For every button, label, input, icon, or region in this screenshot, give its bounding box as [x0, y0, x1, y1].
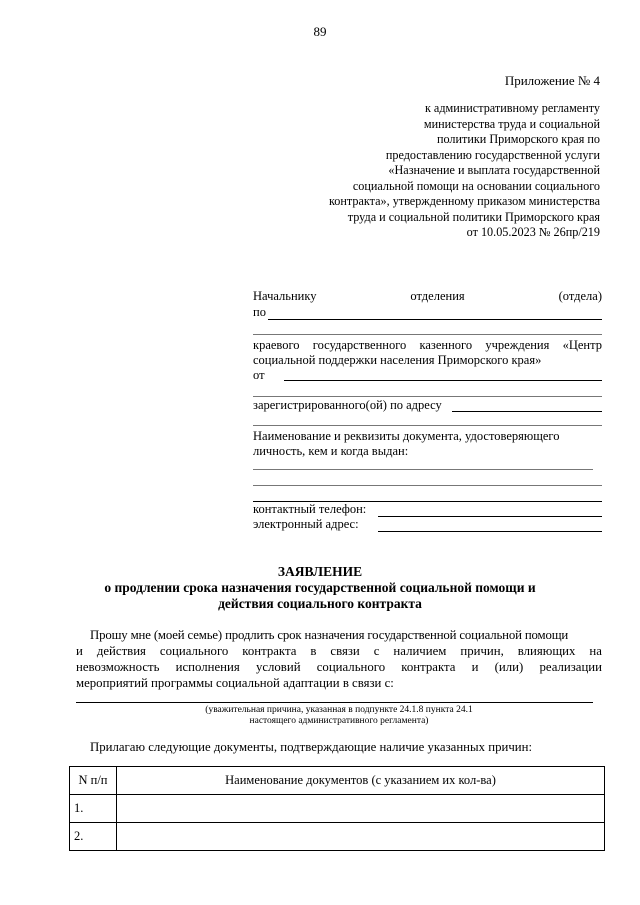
page-number: 89: [313, 24, 327, 39]
addressee-word: отделения: [410, 289, 465, 303]
regulation-line: предоставлению государственной услуги: [385, 147, 600, 162]
request-word: влияющих: [517, 644, 576, 658]
request-word: наличием: [393, 644, 447, 658]
column-header-number: N п/п: [70, 767, 117, 795]
request-word: в: [310, 644, 317, 658]
regulation-line: министерства труда и социальной: [423, 116, 600, 131]
request-word: связи: [330, 644, 360, 658]
request-word: социального: [159, 644, 229, 658]
regulation-line: социальной помощи на основании социального: [352, 178, 600, 193]
institution-word: государственного: [312, 338, 407, 352]
regulation-line: труда и социальной политики Приморского края: [347, 209, 600, 224]
request-word: исполнения: [175, 660, 240, 674]
regulation-reference: [300, 101, 600, 241]
application-subtitle-1: о продлении срока назначения государственной социальной помощи и: [104, 580, 536, 595]
table-row: [70, 823, 605, 851]
request-line-2: [76, 643, 602, 659]
request-word: реализации: [539, 660, 602, 674]
regulation-line: от 10.05.2023 № 26пр/219: [466, 225, 600, 239]
appendix-title: Приложение № 4: [504, 73, 600, 88]
request-word: причин,: [460, 644, 504, 658]
institution-word: «Центр: [562, 338, 602, 352]
department-field-line-2[interactable]: [253, 334, 602, 335]
email-field[interactable]: [378, 531, 602, 532]
address-field-2[interactable]: [253, 425, 602, 426]
institution-word: казенного: [419, 338, 473, 352]
applicant-name-field-2[interactable]: [253, 396, 602, 397]
registered-address-label: зарегистрированного(ой) по адресу: [253, 398, 442, 412]
regulation-line: «Назначение и выплата государственной: [388, 163, 600, 177]
request-word: контракта: [401, 660, 456, 674]
documents-table: [69, 766, 605, 851]
request-line-3: [76, 659, 602, 675]
addressee-head: [253, 289, 602, 304]
request-word: на: [589, 644, 602, 658]
reason-caption-2: настоящего административного регламента): [249, 716, 429, 726]
request-word: действия: [96, 644, 146, 658]
document-name-cell[interactable]: [117, 795, 605, 823]
application-subtitle-2: действия социального контракта: [218, 596, 422, 611]
request-word: контракта: [242, 644, 297, 658]
applicant-name-field[interactable]: [284, 380, 602, 381]
request-line-4: мероприятий программы социальной адаптации в связи с:: [76, 676, 394, 690]
regulation-line: политики Приморского края по: [436, 132, 600, 146]
column-header-document-name: Наименование документов (с указанием их кол-ва): [117, 767, 605, 795]
request-word: и: [76, 644, 83, 658]
department-field-line[interactable]: [268, 319, 602, 320]
regulation-line: к административному регламенту: [424, 101, 600, 115]
institution-line-1: [253, 338, 602, 353]
row-number: 2.: [70, 823, 117, 851]
regulation-line: контракта», утвержденному приказом министерства: [328, 194, 600, 208]
request-word: (или): [494, 660, 524, 674]
request-word: с: [373, 644, 380, 658]
identity-document-field-1[interactable]: [253, 469, 593, 470]
request-word: условий: [255, 660, 301, 674]
reason-field[interactable]: [76, 702, 593, 703]
addressee-po: по: [253, 305, 266, 319]
addressee-word: Начальнику: [253, 289, 317, 303]
institution-line-2: социальной поддержки населения Приморского края»: [253, 353, 542, 367]
address-field[interactable]: [452, 411, 602, 412]
institution-word: учреждения: [485, 338, 550, 352]
request-word: и: [471, 660, 479, 674]
institution-word: краевого: [253, 338, 300, 352]
document-name-cell[interactable]: [117, 823, 605, 851]
table-header-row: [70, 767, 605, 795]
phone-label: контактный телефон:: [253, 502, 367, 516]
identity-document-label-1: Наименование и реквизиты документа, удостоверяющего: [253, 429, 560, 443]
reason-caption-1: (уважительная причина, указанная в подпункте 24.1.8 пункта 24.1: [205, 705, 473, 715]
application-title: ЗАЯВЛЕНИЕ: [277, 564, 363, 579]
request-word: социального: [316, 660, 386, 674]
identity-document-label-2: личность, кем и когда выдан:: [253, 444, 409, 458]
attachments-intro: Прилагаю следующие документы, подтверждающие наличие указанных причин:: [90, 740, 533, 754]
row-number: 1.: [70, 795, 117, 823]
request-word: невозможность: [76, 660, 160, 674]
addressee-word: (отдела): [558, 289, 602, 303]
request-line-1: Прошу мне (моей семье) продлить срок назначения государственной социальной помощи: [90, 628, 569, 642]
from-label: от: [253, 368, 265, 382]
identity-document-field-2[interactable]: [253, 485, 602, 486]
table-row: [70, 795, 605, 823]
email-label: электронный адрес:: [253, 517, 359, 531]
